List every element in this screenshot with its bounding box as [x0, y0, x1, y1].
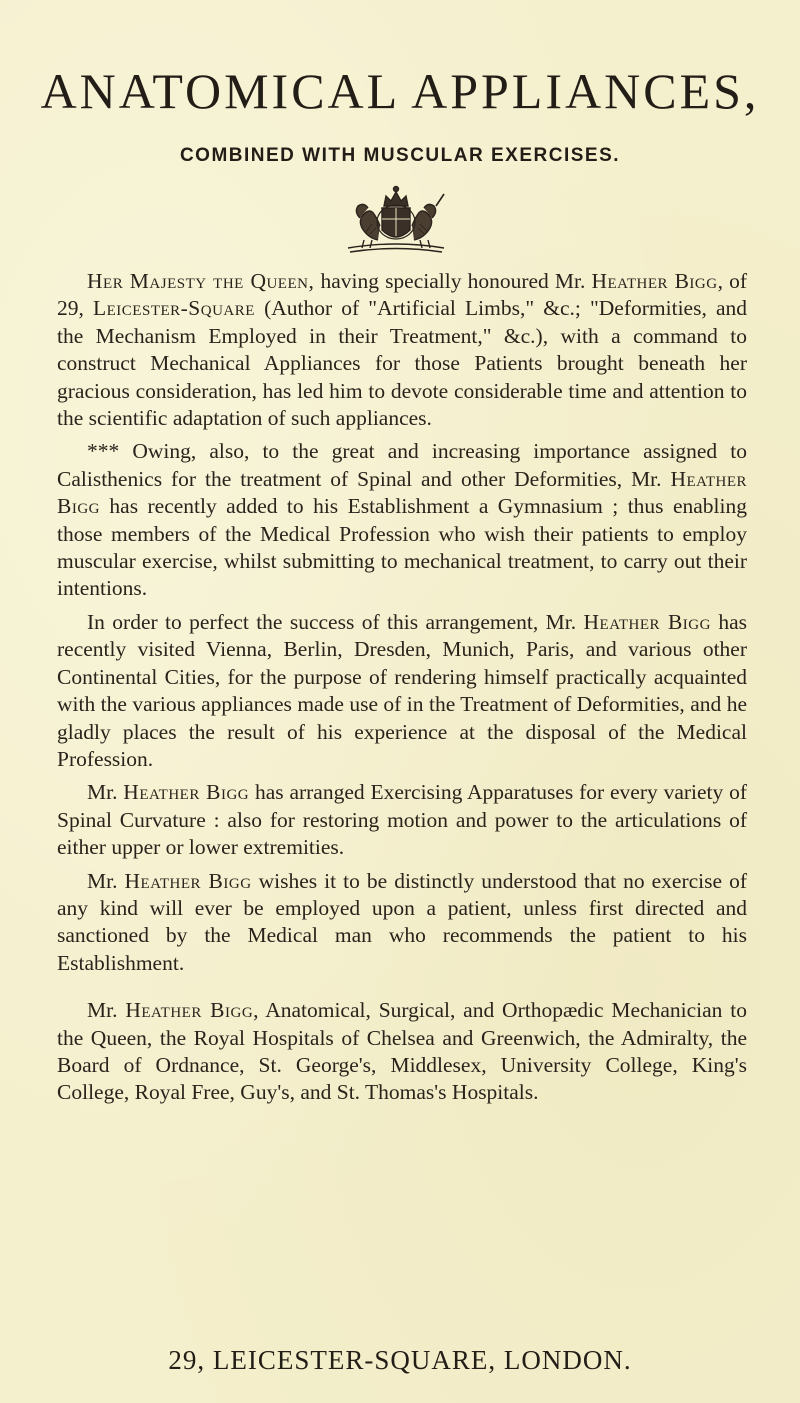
paragraph-medical-sanction: Mr. Heather Bigg wishes it to be distinctly understood that no exercise of any kind will ever be employed upon a patient, unless first directed and sanctioned by the Medical man who recommends the patient to his Establishment.	[57, 868, 747, 975]
proprietor-name: Heather Bigg	[125, 998, 254, 1023]
paragraph-apparatuses: Mr. Heather Bigg has arranged Exercising Apparatuses for every variety of Spinal Curvature : also for restoring motion and power to the articulations of either upper or lower extremities.	[57, 780, 747, 860]
proprietor-name: Heather Bigg	[591, 269, 718, 293]
address-inline: Leicester-Square	[93, 296, 255, 321]
royal-patron: Her Majesty the Queen,	[87, 269, 315, 293]
royal-crest-icon	[340, 178, 452, 256]
paragraph-royal-patronage: Her Majesty the Queen, having specially honoured Mr. Heather Bigg, of 29, Leicester-Square (Author of "Artificial Limbs," &c.; "Deformities, and the Mechanism Employed in their Treatment," &c.), with a command to construct Mechanical Appliances for those Patients brought beneath her gracious consideration, has led him to devote considerable time and attention to the scientific adaptation of such appliances.	[57, 269, 748, 431]
page-subtitle: COMBINED WITH MUSCULAR EXERCISES.	[179, 145, 621, 166]
paragraph-continental-visit: In order to perfect the success of this arrangement, Mr. Heather Bigg has recently visited Vienna, Berlin, Dresden, Munich, Paris, and various other Continental Cities, for the purpose of rendering himself practically acquainted with the various appliances made use of in the Treatment of Deformities, and he gladly places the result of his experience at the disposal of the Medical Profession.	[57, 609, 747, 771]
paragraph-appointments: Mr. Heather Bigg, Anatomical, Surgical, and Orthopædic Mechanician to the Queen, the Royal Hospitals of Chelsea and Greenwich, the Admiralty, the Board of Ordnance, St. George's, Middlesex, University College, King's College, Royal Free, Guy's, and St. Thomas's Hospitals.	[57, 998, 747, 1105]
paragraph-gymnasium: *** Owing, also, to the great and increasing importance assigned to Calisthenics for the treatment of Spinal and other Deformities, Mr. Heather Bigg has recently added to his Establishment a Gymnasium ; thus enabling those members of the Medical Profession who wish their patients to employ muscular exercise, whilst submitting to mechanical treatment, to carry out their intentions.	[57, 439, 747, 601]
proprietor-name: Heather Bigg	[57, 466, 747, 519]
proprietor-name: Heather Bigg	[123, 780, 250, 805]
page-title: ANATOMICAL APPLIANCES,	[40, 63, 760, 119]
footer-address: 29, LEICESTER-SQUARE, LONDON.	[168, 1345, 632, 1375]
proprietor-name: Heather Bigg	[583, 609, 711, 634]
proprietor-name: Heather Bigg	[124, 868, 252, 893]
body-text	[57, 268, 747, 1107]
